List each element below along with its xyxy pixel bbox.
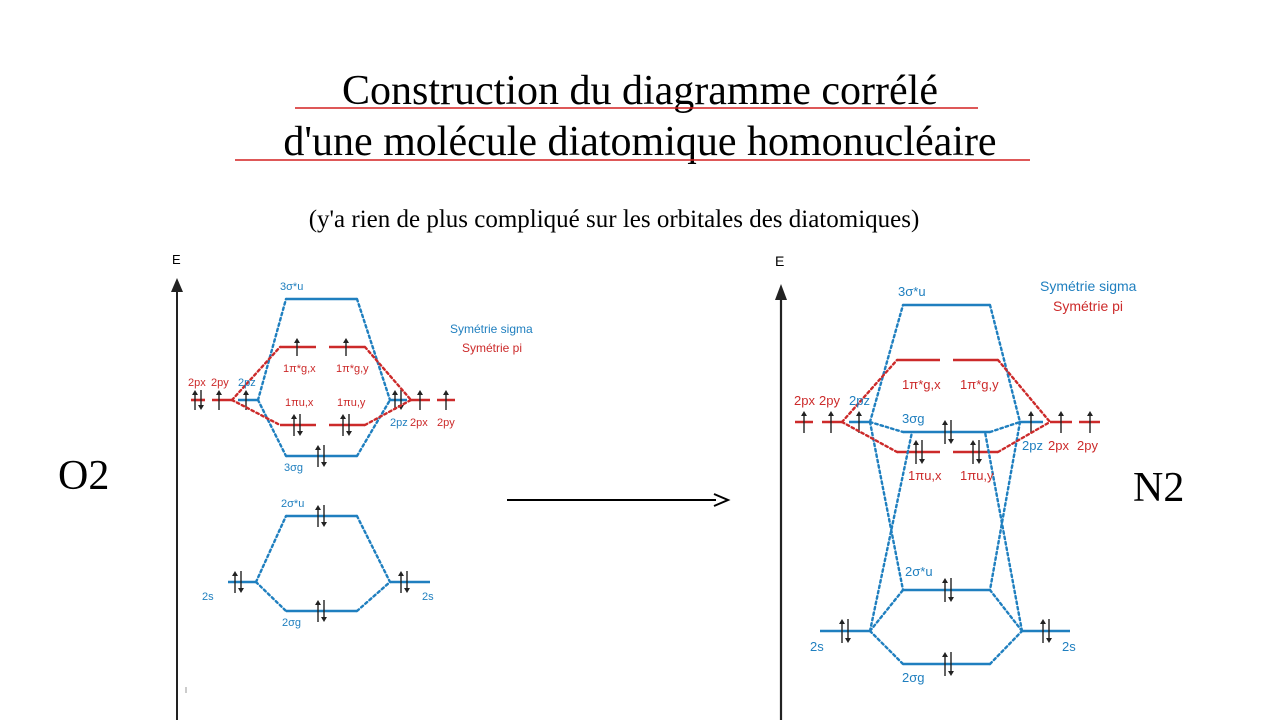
n2-ao-right-2pz-e-head: [1028, 411, 1034, 416]
o2-mo-2sigma-g-e-down-head: [321, 617, 327, 622]
n2-corr-s-2sg-l: [870, 631, 903, 664]
n2-mo-1pi-ux-e-down-head: [919, 459, 925, 464]
o2-energy-axis-head: [171, 278, 183, 292]
o2-mo-2sigma-u-e-down-head: [321, 522, 327, 527]
n2-ao-left-2s-e-up-head: [839, 619, 845, 624]
right-energy-axis-label: E: [775, 253, 785, 269]
n2-mo-3sigma-g-e-up-head: [942, 420, 948, 425]
n2-left-ao-label-2px: 2px: [794, 393, 815, 408]
o2-ao-left-2s-e-up-head: [232, 571, 238, 576]
o2-corr-s-2sg-r: [357, 582, 390, 611]
o2-ao-left-2px-e-down-head: [198, 405, 204, 410]
right-legend-sigma: Symétrie sigma: [1040, 278, 1137, 294]
left-legend-sigma: Symétrie sigma: [450, 322, 533, 336]
o2-corr-s-2su-l: [256, 516, 286, 582]
n2-mo-2sigma-u-e-up-head: [942, 578, 948, 583]
o2-mo-1pi-uy-e-down-head: [346, 431, 352, 436]
n2-corr-pz-3su-r: [990, 305, 1020, 422]
n2-mo-1pi-ux-e-up-head: [913, 440, 919, 445]
right-legend-pi: Symétrie pi: [1053, 298, 1124, 314]
n2-mo-label-3sigma-u: 3σ*u: [898, 284, 926, 299]
n2-ao-left-2py-e-head: [828, 411, 834, 416]
n2-ao-right-2px-e-head: [1058, 411, 1064, 416]
n2-left-ao-label-2pz: 2pz: [849, 393, 870, 408]
n2-mo-2sigma-g-e-up-head: [942, 652, 948, 657]
o2-ao-left-2px-e-up-head: [192, 390, 198, 395]
n2-corr-pz-3su-l: [870, 305, 903, 422]
left-legend-pi: Symétrie pi: [462, 341, 523, 355]
o2-ao-left-2s-e-down-head: [238, 588, 244, 593]
o2-mo-2sigma-g-e-up-head: [315, 600, 321, 605]
left-ao-label-2py: 2py: [211, 377, 229, 389]
o2-ao-left-2pz-e-head: [243, 390, 249, 395]
o2-mo-1pi-gy-e-head: [343, 338, 349, 343]
n2-ao-left-2pz-e-head: [856, 411, 862, 416]
left-ao-label-2pz: 2pz: [238, 377, 256, 389]
left-mo-label-1pi-ux: 1πu,x: [285, 397, 314, 409]
o2-ao-right-2s-e-down-head: [404, 588, 410, 593]
right-ao-label-2px-o2: 2px: [410, 417, 428, 429]
o2-mo-1pi-ux-e-down-head: [297, 431, 303, 436]
left-mo-label-3sigma-u: 3σ*u: [280, 281, 304, 293]
n2-mo-label-1pi-ux: 1πu,x: [908, 468, 942, 483]
left-energy-axis-label: E: [172, 252, 181, 267]
n2-mo-2sigma-u-e-down-head: [948, 597, 954, 602]
n2-corr-pz-3sg-l: [870, 422, 903, 432]
n2-ao-right-2s-e-up-head: [1040, 619, 1046, 624]
n2-right-ao-label-2s: 2s: [1062, 639, 1076, 654]
molecule-label-n2: N2: [1133, 465, 1185, 511]
n2-left-ao-label-2s: 2s: [810, 639, 824, 654]
slide-subtitle: (y'a rien de plus compliqué sur les orbitales des diatomiques): [308, 206, 920, 233]
n2-mo-1pi-uy-e-up-head: [970, 440, 976, 445]
o2-corr-s-2sg-l: [256, 582, 286, 611]
n2-corr-pz-3sg-r: [990, 422, 1020, 432]
transform-arrow-head: [714, 494, 728, 506]
o2-mo-3sigma-g-e-up-head: [315, 445, 321, 450]
n2-right-ao-label-2px: 2px: [1048, 438, 1069, 453]
left-mo-label-1pi-gy: 1π*g,y: [336, 363, 369, 375]
n2-ao-right-2py-e-head: [1087, 411, 1093, 416]
n2-mo-label-1pi-gx: 1π*g,x: [902, 377, 941, 392]
left-ao-label-2s: 2s: [202, 591, 214, 603]
o2-corr-p-1pig-l: [232, 347, 280, 400]
left-mo-label-1pi-gx: 1π*g,x: [283, 363, 316, 375]
n2-energy-axis-head: [775, 284, 787, 300]
n2-corr-p-1pig-r: [998, 360, 1050, 422]
n2-mo-3sigma-g-e-down-head: [948, 439, 954, 444]
o2-corr-p-1piu-l: [232, 400, 280, 425]
n2-mo-label-3sigma-g: 3σg: [902, 411, 925, 426]
o2-mo-2sigma-u-e-up-head: [315, 505, 321, 510]
n2-mo-2sigma-g-e-down-head: [948, 671, 954, 676]
o2-ao-right-2s-e-up-head: [398, 571, 404, 576]
o2-mo-1pi-uy-e-up-head: [340, 414, 346, 419]
n2-corr-p-1pig-l: [842, 360, 897, 422]
o2-ao-right-2pz-e-up-head: [392, 390, 398, 395]
left-ao-label-2px: 2px: [188, 377, 206, 389]
molecule-label-o2: O2: [58, 453, 110, 499]
o2-mo-1pi-gx-e-head: [294, 338, 300, 343]
slide-title-line-2: d'une molécule diatomique homonucléaire: [283, 119, 997, 165]
left-mo-label-1pi-uy: 1πu,y: [337, 397, 366, 409]
o2-corr-pz-3su-r: [357, 299, 390, 400]
o2-mo-1pi-ux-e-up-head: [291, 414, 297, 419]
n2-left-ao-label-2py: 2py: [819, 393, 840, 408]
right-ao-label-2py-o2: 2py: [437, 417, 455, 429]
n2-mo-label-1pi-gy: 1π*g,y: [960, 377, 999, 392]
left-mo-label-2sigma-g: 2σg: [282, 617, 302, 629]
n2-right-ao-label-2py: 2py: [1077, 438, 1098, 453]
o2-corr-s-2su-r: [357, 516, 390, 582]
o2-ao-right-2py-e-head: [443, 390, 449, 395]
n2-right-ao-label-2pz: 2pz: [1022, 438, 1043, 453]
left-mo-label-3sigma-g: 3σg: [284, 462, 304, 474]
right-ao-label-2s-o2: 2s: [422, 591, 434, 603]
o2-ao-left-2py-e-head: [216, 390, 222, 395]
left-mo-label-2sigma-u: 2σ*u: [281, 498, 305, 510]
slide-title-line-1: Construction du diagramme corrélé: [342, 68, 938, 114]
n2-ao-right-2s-e-down-head: [1046, 638, 1052, 643]
shapes-layer: [171, 108, 1100, 720]
o2-corr-pz-3su-l: [258, 299, 286, 400]
right-ao-label-2pz-o2: 2pz: [390, 417, 408, 429]
n2-ao-left-2s-e-down-head: [845, 638, 851, 643]
n2-corr-mix-2: [985, 432, 1022, 631]
o2-ao-right-2px-e-head: [417, 390, 423, 395]
o2-corr-pz-3sg-l: [258, 400, 286, 456]
n2-mo-label-2sigma-g: 2σg: [902, 670, 925, 685]
n2-mo-1pi-uy-e-down-head: [976, 459, 982, 464]
n2-corr-s-2su-r: [990, 590, 1022, 631]
o2-mo-3sigma-g-e-down-head: [321, 462, 327, 467]
n2-mo-label-2sigma-u: 2σ*u: [905, 564, 933, 579]
n2-mo-label-1pi-uy: 1πu,y: [960, 468, 994, 483]
n2-ao-left-2px-e-head: [801, 411, 807, 416]
n2-corr-s-2sg-r: [990, 631, 1022, 664]
